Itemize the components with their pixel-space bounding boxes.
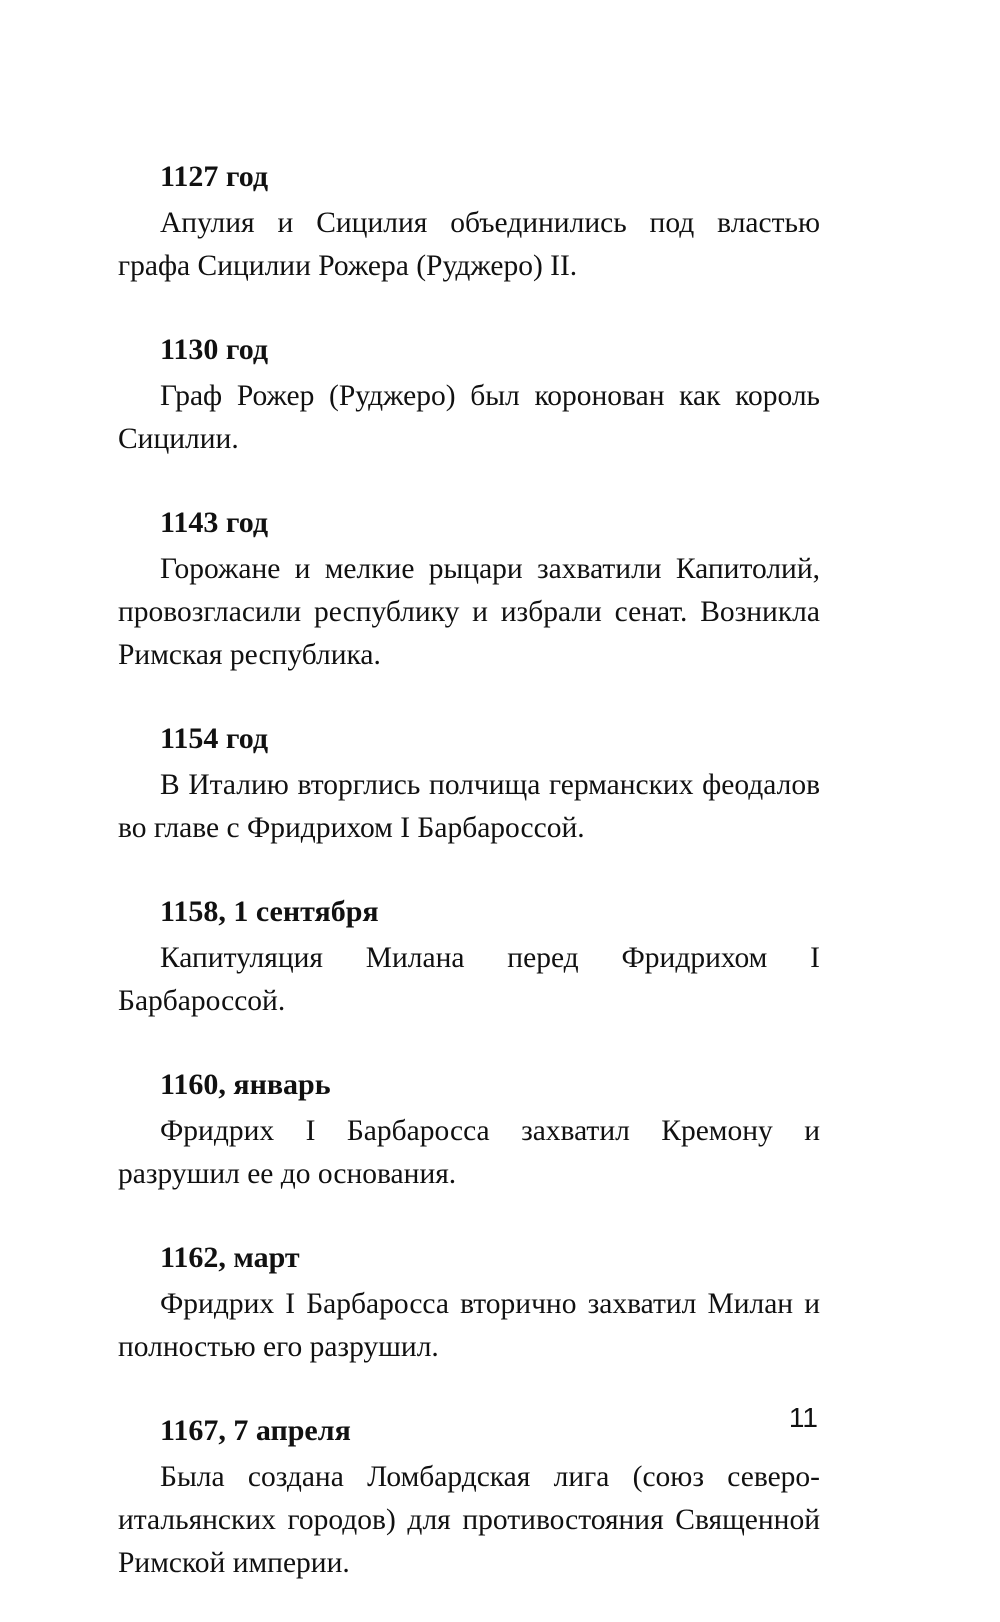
entry-1127 <box>118 152 820 288</box>
entry-date: 1143 год <box>160 506 269 539</box>
entry-1162 <box>118 1233 820 1369</box>
entry-1143 <box>118 498 820 677</box>
entry-date: 1154 год <box>160 722 269 755</box>
entry-1167 <box>118 1406 820 1585</box>
entry-text: Фридрих I Барбаросса вторично захватил Милан и полностью его разрушил. <box>118 1288 820 1363</box>
entry-date: 1160, январь <box>160 1068 331 1101</box>
entry-text: Апулия и Сицилия объединились под властью графа Сицилии Рожера (Руджеро) II. <box>118 207 820 282</box>
entry-date: 1130 год <box>160 333 269 366</box>
entry-date: 1162, март <box>160 1241 300 1274</box>
entry-date: 1167, 7 апреля <box>160 1414 351 1447</box>
entry-1154 <box>118 714 820 850</box>
entry-text: Граф Рожер (Руджеро) был коронован как король Сицилии. <box>118 380 820 455</box>
entry-1130 <box>118 325 820 461</box>
entry-text: В Италию вторглись полчища германских феодалов во главе с Фридрихом I Барбароссой. <box>118 769 820 844</box>
entry-date: 1127 год <box>160 160 269 193</box>
entry-text: Горожане и мелкие рыцари захватили Капитолий, провозгласили республику и избрали сенат. Возникла Римская республика. <box>118 553 820 671</box>
page-number: 11 <box>788 1402 818 1433</box>
entry-1160 <box>118 1060 820 1196</box>
entry-text: Была создана Ломбардская лига (союз северо-итальянских городов) для противостояния Священной Римской империи. <box>118 1461 820 1579</box>
entry-date: 1158, 1 сентября <box>160 895 379 928</box>
chronology-page <box>118 152 820 1622</box>
entry-text: Капитуляция Милана перед Фридрихом I Барбароссой. <box>118 942 820 1017</box>
entry-1158 <box>118 887 820 1023</box>
entry-text: Фридрих I Барбаросса захватил Кремону и разрушил ее до основания. <box>118 1115 820 1190</box>
